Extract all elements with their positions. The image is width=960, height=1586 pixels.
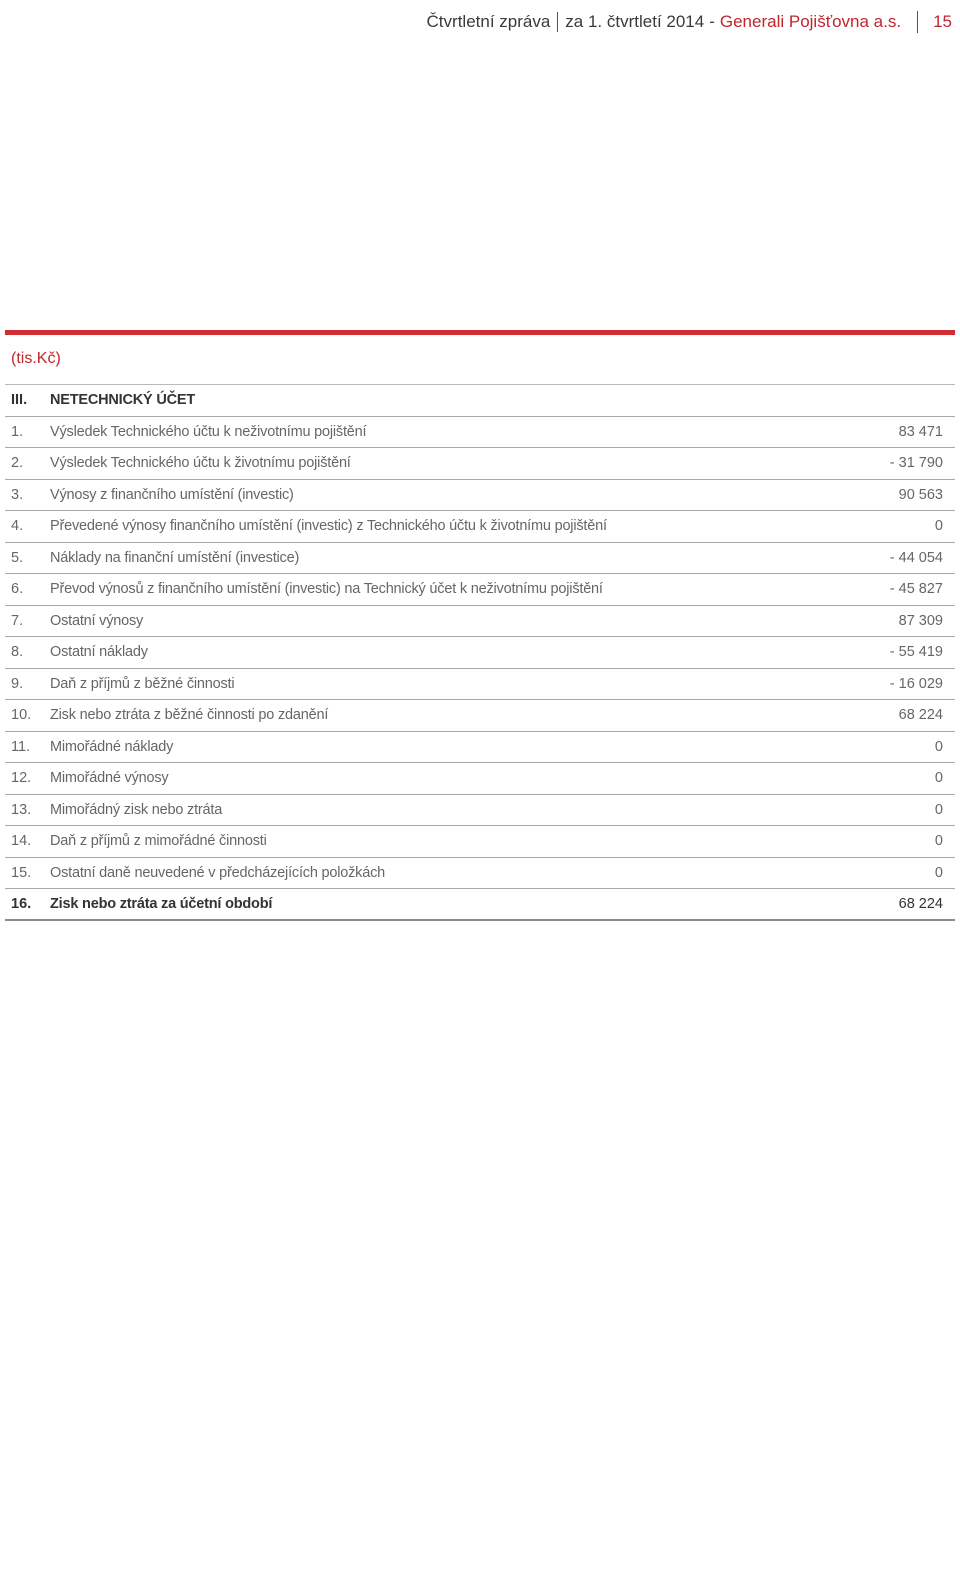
row-label: Výsledek Technického účtu k neživotnímu pojištění [50,423,367,440]
report-title: Čtvrtletní zpráva [426,12,551,31]
table-row [5,700,955,732]
header-divider [557,12,558,32]
row-label: Mimořádný zisk nebo ztráta [50,801,223,818]
report-period: za 1. čtvrtletí 2014 [565,12,705,31]
row-number: 7. [11,612,24,629]
row-number: 8. [11,644,24,661]
row-label: Daň z příjmů z mimořádné činnosti [50,833,267,850]
row-value: 90 563 [898,486,943,503]
section-title: NETECHNICKÝ ÚČET [50,392,196,409]
table-row [5,543,955,575]
table-row [5,763,955,795]
row-value: - 55 419 [889,644,943,661]
row-value: 0 [934,518,943,535]
row-value: 0 [934,801,943,818]
row-number: 2. [11,455,24,472]
table-row [5,795,955,827]
row-label: Mimořádné náklady [50,738,174,755]
row-label: Převedené výnosy finančního umístění (investic) z Technického účtu k životnímu pojištění [50,518,607,535]
table-row [5,826,955,858]
row-label: Převod výnosů z finančního umístění (investic) na Technický účet k neživotnímu pojištění [50,581,603,598]
row-label: Výsledek Technického účtu k životnímu pojištění [50,455,351,472]
row-label: Výnosy z finančního umístění (investic) [50,486,294,503]
row-number: 14. [11,833,32,850]
row-value: 0 [934,864,943,881]
row-value: - 16 029 [889,675,943,692]
total-label: Zisk nebo ztráta za účetní období [50,895,273,912]
row-number: 3. [11,486,24,503]
row-number: 13. [11,801,32,818]
page-header [427,8,952,36]
row-number: 6. [11,581,24,598]
total-number: 16. [11,895,32,912]
page-number: 15 [933,12,952,31]
row-label: Daň z příjmů z běžné činnosti [50,675,235,692]
table-row [5,511,955,543]
header-dash: - [709,12,715,31]
table-row [5,637,955,669]
row-value: 0 [934,770,943,787]
row-number: 15. [11,864,32,881]
row-label: Mimořádné výnosy [50,770,169,787]
row-value: 0 [934,833,943,850]
section-heading-row [5,385,955,417]
unit-label: (tis.Kč) [11,350,61,367]
row-label: Ostatní náklady [50,644,148,661]
table-row [5,606,955,638]
row-value: 68 224 [898,707,943,724]
non-technical-account-table [5,385,955,921]
row-label: Ostatní výnosy [50,612,144,629]
row-value: - 31 790 [889,455,943,472]
table-row [5,480,955,512]
section-number: III. [11,392,28,409]
row-number: 5. [11,549,24,566]
table-row [5,858,955,890]
table-row [5,417,955,449]
row-label: Zisk nebo ztráta z běžné činnosti po zdanění [50,707,329,724]
table-row [5,574,955,606]
company-name: Generali Pojišťovna a.s. [719,12,902,31]
total-value: 68 224 [898,895,943,912]
table-row [5,448,955,480]
row-value: 83 471 [898,423,943,440]
row-number: 12. [11,770,32,787]
table-row [5,669,955,701]
row-value: 0 [934,738,943,755]
page-number-divider [917,11,918,33]
unit-row [5,335,955,385]
row-number: 4. [11,518,24,535]
row-value: - 45 827 [889,581,943,598]
row-number: 10. [11,707,32,724]
table-row [5,732,955,764]
row-number: 1. [11,423,24,440]
total-row [5,889,955,921]
row-label: Náklady na finanční umístění (investice) [50,549,300,566]
row-number: 9. [11,675,24,692]
row-label: Ostatní daně neuvedené v předcházejících položkách [50,864,386,881]
row-number: 11. [11,738,31,755]
row-value: 87 309 [898,612,943,629]
row-value: - 44 054 [889,549,943,566]
